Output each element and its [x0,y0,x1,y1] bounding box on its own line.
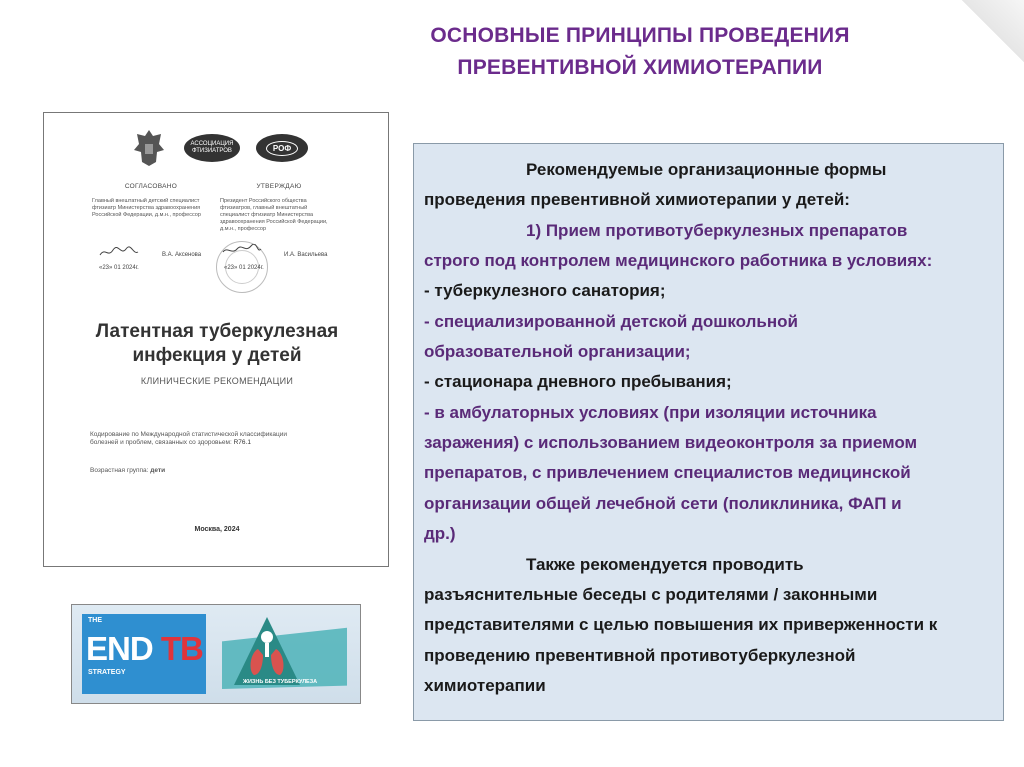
box-line-1: Рекомендуемые организационные формы [526,160,887,179]
slide-title-line-2: ПРЕВЕНТИВНОЙ ХИМИОТЕРАПИИ [457,56,823,79]
cover-title [44,320,390,368]
box-line-11: препаратов, с привлечением специалистов медицинской [424,463,911,482]
box-line-17: проведению превентивной противотуберкулезной [424,646,856,665]
box-line-14: Также рекомендуется проводить [526,555,804,574]
end-tb-the: THE [88,617,102,624]
end-tb-wordmark: END TB [86,630,203,667]
age-label: Возрастная группа: [90,467,151,474]
cover-age-group [90,467,165,474]
clinical-guidelines-cover [43,112,389,567]
box-line-5: - туберкулезного санатория; [424,281,666,300]
box-line-15: разъяснительные беседы с родителями / законными [424,585,878,604]
cover-coding [90,431,290,447]
cover-subtitle: КЛИНИЧЕСКИЕ РЕКОМЕНДАЦИИ [140,376,294,386]
cover-city-year: Москва, 2024 [194,526,240,533]
rof-logo: РОФ [256,134,308,162]
agreed-text: Главный внештатный детский специалист фтизиатр Министерства здравоохранения Российской Федерации, д.м.н., профессор [92,198,201,218]
coding-text: Кодирование по Международной статистической классификации болезней и проблем, связанных со здоровьем: [90,431,287,446]
slide-title-line-1: ОСНОВНЫЕ ПРИНЦИПЫ ПРОВЕДЕНИЯ [430,24,850,47]
approved-heading: УТВЕРЖДАЮ [256,183,302,190]
box-line-7: образовательной организации; [424,342,691,361]
slide-title [360,20,920,84]
box-line-4: строго под контролем медицинского работника в условиях: [424,251,933,270]
agreed-column [92,183,210,219]
box-line-13: др.) [424,524,456,543]
box-line-2: проведения превентивной химиотерапии у детей: [424,190,850,209]
slide-corner-fold [962,0,1024,62]
sign-right-name: И.А. Васильева [284,252,328,258]
icd-code: R76.1 [233,439,251,446]
box-line-3: 1) Прием противотуберкулезных препаратов [526,221,908,240]
sign-right-date: «23» 01 2024г. [224,265,264,271]
age-value: дети [150,467,166,474]
cover-title-line-2: инфекция у детей [132,345,302,366]
zhizn-caption: ЖИЗНЬ БЕЗ ТУБЕРКУЛЕЗА [243,679,318,685]
signature-right [222,244,262,256]
cover-title-line-1: Латентная туберкулезная [95,321,339,342]
end-tb-strategy: STRATEGY [88,669,126,676]
sign-left-date: «23» 01 2024г. [99,265,139,271]
recommendations-box [413,143,1004,721]
end-tb-logo [82,614,206,694]
box-line-10: заражения) с использованием видеоконтроля за приемом [424,433,918,452]
box-line-12: организации общей лечебной сети (поликлиника, ФАП и [424,494,902,513]
box-line-9: - в амбулаторных условиях (при изоляции источника [424,403,877,422]
approved-text: Президент Российского общества фтизиатров, главный внештатный специалист фтизиатр Министерства здравоохранения Российской Федерации, д.м.н., профессор [220,198,328,232]
box-line-8: - стационара дневного пребывания; [424,372,732,391]
approved-column [220,183,338,233]
box-line-18: химиотерапии [424,676,546,695]
cover-logos [132,128,312,168]
sign-left-name: В.А. Аксенова [162,252,202,258]
lungs-triangle-icon [232,615,302,687]
coat-of-arms-icon [132,128,166,168]
signature-left [99,246,139,258]
box-line-6: - специализированной детской дошкольной [424,312,798,331]
box-line-16: представителями с целью повышения их приверженности к [424,615,938,634]
agreed-heading: СОГЛАСОВАНО [124,183,178,190]
association-logo: АССОЦИАЦИЯ ФТИЗИАТРОВ [184,134,240,162]
end-tb-banner [71,604,361,704]
